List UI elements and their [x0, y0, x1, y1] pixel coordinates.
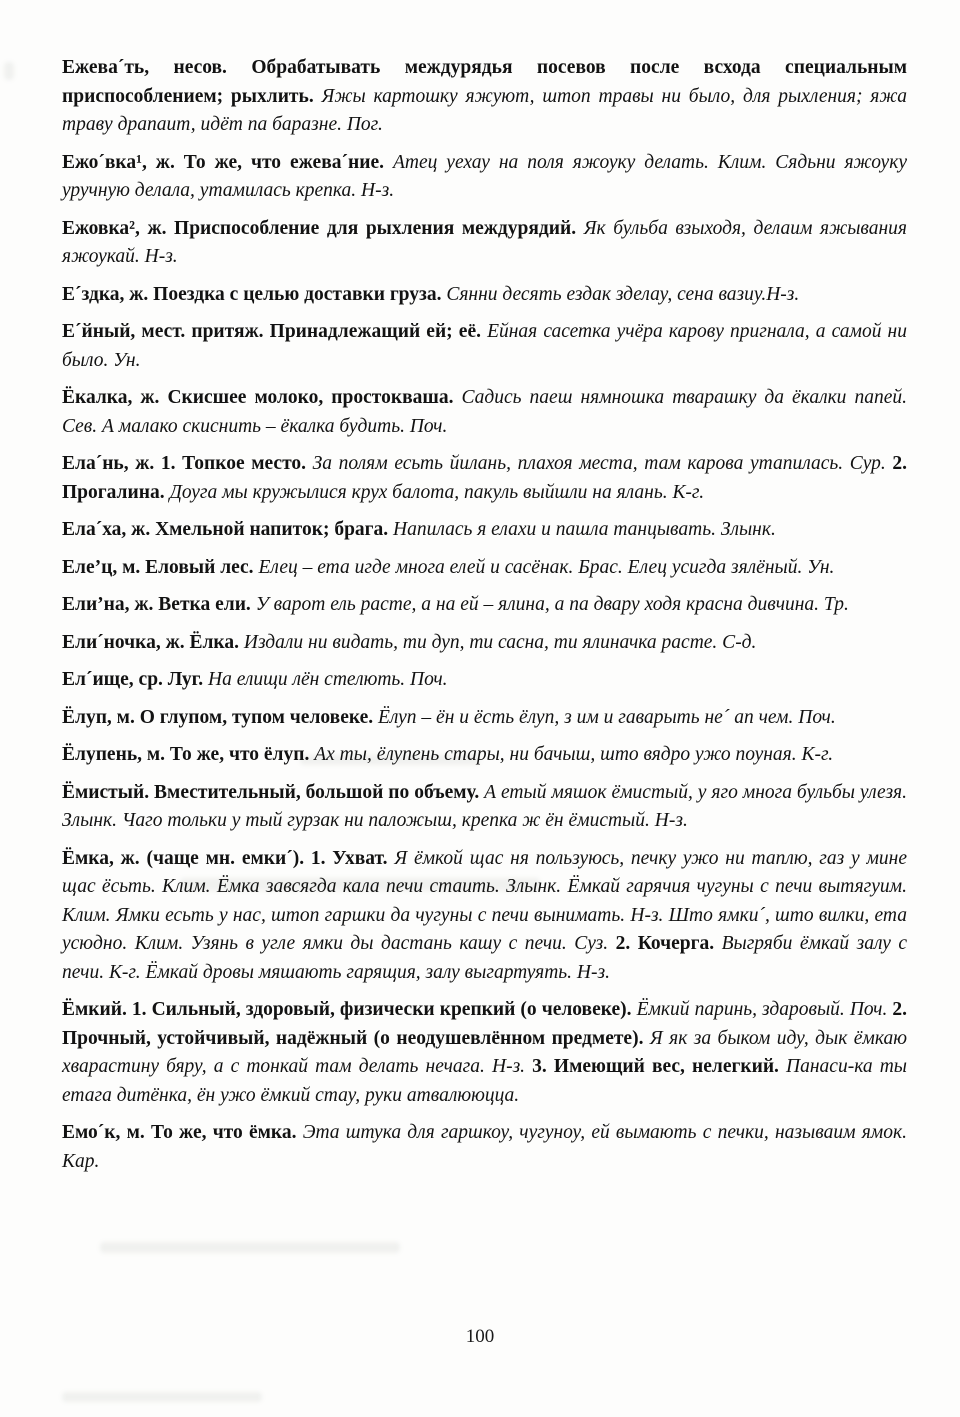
entry-definition-text: Емо´к, м. То же, что ёмка.	[62, 1122, 303, 1143]
entry-definition-text: Ёлуп, м. О глупом, тупом человеке.	[62, 706, 378, 728]
entry-definition-text: Ела´нь, ж. 1. Топкое место.	[62, 453, 313, 474]
dictionary-entry	[62, 704, 907, 733]
dictionary-entry	[62, 1119, 907, 1176]
entry-example-text: Ах ты, ёлупень стары, ни бачыш, што вядро ужо поуная. К-г.	[314, 744, 834, 765]
dictionary-entry	[62, 845, 907, 988]
entry-definition-text: Ели’на, ж. Ветка ели.	[62, 594, 256, 615]
entry-example-text: Ёмкий паринь, здаровый. Поч.	[636, 999, 893, 1020]
entry-example-text: Ёлуп – ён и ёсть ёлуп, з им и гаварыть не´ ап чем. Поч.	[378, 706, 836, 728]
entry-definition-text: Ежо´вка¹, ж. То же, что ежева´ние.	[62, 151, 393, 173]
entry-definition-text: 3. Имеющий вес, нелегкий.	[532, 1056, 787, 1077]
entry-example-text: Сянни десять ездак зделау, сена вазиу.Н-з.	[446, 283, 800, 305]
entry-example-text: Выгряби ёмкай залу с печи. К-г. Ёмкай дровы мяшають гарящия, залу выгартуять. Н-з.	[62, 933, 907, 983]
entry-example-text: На елищи лён стелють. Поч.	[208, 669, 448, 690]
dictionary-entry	[62, 318, 907, 375]
entry-example-text: Я ёмкой щас ня пользуюсь, печку ужо ни таплю, газ у мине щас ёсьть. Клим. Ёмка завсягда кала печи стаить. Злынк. Ёмкай гарячия чугуны с печи вытягуим. Клим. Ямки есьть у нас, штоп гаршки да чугуны с печи вынимать. Н-з. Што ямки´, што вилки, ета усюдно. Клим. Узянь в угле ямки ды дастань кашу с печи. Суз.	[62, 847, 908, 954]
entry-example-text: Яжы картошку яжуют, штоп травы ни было, для рыхления; яжа траву драпаит, идёт па баразне. Пог.	[62, 85, 907, 135]
entry-example-text: Як бульба взыходя, делаим яжывания яжоукай. Н-з.	[62, 217, 908, 267]
entry-definition-text: Ел´ище, ср. Луг.	[62, 669, 208, 690]
dictionary-entry	[62, 629, 907, 658]
entry-example-text: Атец уехау на поля яжоуку делать. Клим. Сядьни яжоуку уручную делала, утамилась крепка. Н-з.	[62, 151, 907, 201]
entry-definition-text: Ели´ночка, ж. Ёлка.	[62, 631, 244, 653]
entry-example-text: Садись паеш нямношка тварашку да ёкалки папей. Сев. А малако скиснить – ёкалка будить. Поч.	[62, 387, 907, 437]
entry-example-text: Доуга мы кружылися крух балота, пакуль выйшли на ялань. К-г.	[169, 481, 705, 503]
dictionary-entry	[62, 54, 907, 140]
dictionary-entry	[62, 384, 907, 441]
entry-definition-text: Ёмкий. 1. Сильный, здоровый, физически крепкий (о человеке).	[62, 999, 637, 1020]
entry-definition-text: Еле’ц, м. Еловый лес.	[62, 556, 259, 578]
entry-definition-text: Ежовка², ж. Приспособление для рыхления междурядий.	[62, 217, 584, 239]
scan-artifact	[62, 1392, 262, 1402]
entry-example-text: Панаси-ка ты етага дитёнка, ён ужо ёмкий стау, руки атвалююцца.	[62, 1056, 907, 1106]
entry-definition-text: Ёкалка, ж. Скисшее молоко, простокваша.	[62, 387, 462, 408]
entry-example-text: Елец – ета игде многа елей и сасёнак. Брас. Елец усигда зялёный. Ун.	[258, 556, 835, 578]
entry-definition-text: Ёмистый. Вместительный, большой по объему.	[62, 781, 485, 803]
entry-example-text: Напилась я елахи и пашла танцывать. Злынк.	[393, 519, 776, 540]
entry-definition-text: Е´йный, мест. притяж. Принадлежащий ей; её.	[62, 321, 488, 342]
scan-artifact	[100, 1242, 400, 1253]
scan-artifact	[4, 62, 14, 80]
dictionary-entry	[62, 666, 907, 695]
dictionary-entry	[62, 450, 907, 507]
dictionary-entry	[62, 215, 907, 272]
entry-definition-text: Е´здка, ж. Поездка с целью доставки груза.	[62, 283, 447, 305]
entry-definition-text: 2. Прочный, устойчивый, надёжный (о неодушевлённом предмете).	[62, 999, 907, 1049]
entry-example-text: У варот ель расте, а на ей – ялина, а па двару ходя красна дивчина. Тр.	[255, 594, 849, 615]
dictionary-entry	[62, 554, 907, 583]
dictionary-entry	[62, 741, 907, 770]
entry-definition-text: 2. Прогалина.	[62, 453, 907, 503]
dictionary-entry	[62, 516, 907, 545]
entry-definition-text: Ела´ха, ж. Хмельной напиток; брага.	[62, 519, 394, 540]
dictionary-entry	[62, 996, 907, 1110]
dictionary-entry	[62, 591, 907, 620]
entry-example-text: Эта штука для гаршкоу, чугуноу, ей вымають с печки, называим ямок. Кар.	[62, 1122, 907, 1172]
dictionary-entry	[62, 779, 907, 836]
entry-example-text: За полям есьть йилань, плахоя места, там карова утапилась. Сур.	[312, 453, 893, 474]
entry-definition-text: Ёлупень, м. То же, что ёлуп.	[62, 744, 315, 765]
entry-definition-text: 2. Кочерга.	[615, 933, 722, 954]
entry-definition-text: Ёмка, ж. (чаще мн. емки´). 1. Ухват.	[62, 847, 395, 869]
entry-example-text: Ейная сасетка учёра карову пригнала, а самой ни было. Ун.	[62, 321, 907, 371]
dictionary-entry	[62, 281, 907, 310]
entry-example-text: А етый мяшок ёмистый, у яго многа бульбы улезя. Злынк. Чаго тольки у тый гурзак ни паложыш, крепка ж ён ёмистый. Н-з.	[62, 781, 907, 831]
page-number: 100	[465, 1326, 495, 1347]
entry-example-text: Я як за быком иду, дык ёмкаю хварастину бяру, а с тонкай там делать нечага. Н-з.	[62, 1027, 907, 1077]
entry-definition-text: Ежева´ть, несов. Обрабатывать междурядья посевов после всхода специальным приспособлением; рыхлить.	[62, 57, 907, 107]
dictionary-entry	[62, 149, 907, 206]
entries-container	[62, 54, 907, 1185]
entry-example-text: Издали ни видать, ти дуп, ти сасна, ти ялиначка расте. С-д.	[243, 631, 757, 653]
